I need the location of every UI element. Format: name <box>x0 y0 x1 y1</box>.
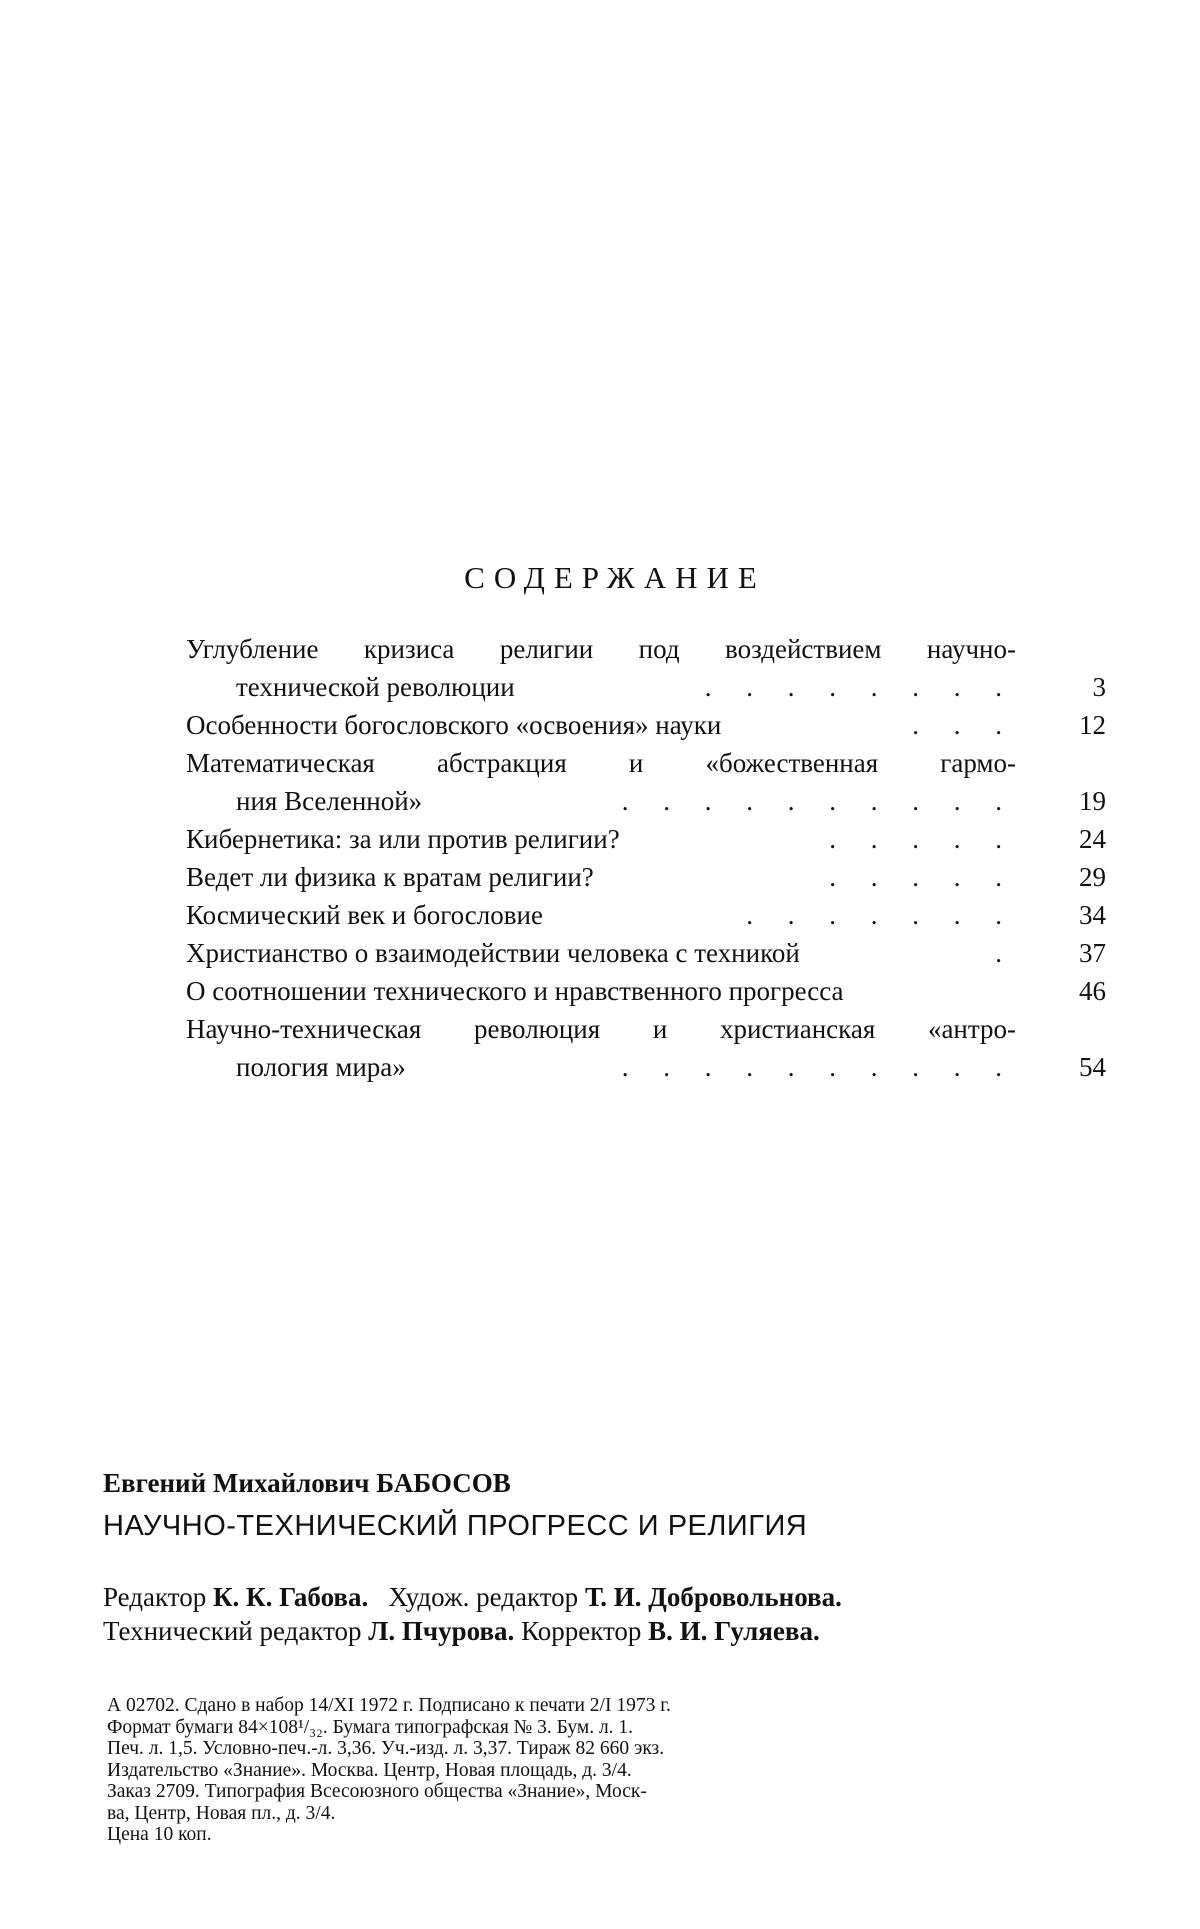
corrector-label: Корректор <box>521 1616 642 1646</box>
toc-dot-leader: . . . . . . . <box>746 900 1016 930</box>
editor-name: К. К. Габова. <box>212 1582 369 1612</box>
imprint-line: А 02702. Сдано в набор 14/XI 1972 г. Подписано к печати 2/I 1973 г. <box>107 1695 671 1716</box>
toc-page-number: 37 <box>1079 938 1106 968</box>
toc-dot-leader: . . . <box>912 710 1016 740</box>
toc-entry-line <box>186 668 1106 706</box>
toc-dot-leader: . . . . . . . . . . <box>621 786 1016 816</box>
imprint-line: ва, Центр, Новая пл., д. 3/4. <box>107 1802 336 1824</box>
art-editor-label: Худож. редактор <box>388 1582 579 1612</box>
imprint-line: Заказ 2709. Типография Всесоюзного общества «Знание», Моск- <box>107 1781 647 1802</box>
toc-entry-title: Кибернетика: за или против религии? <box>186 824 620 854</box>
toc-entry-line <box>186 934 1106 972</box>
toc-page-number: 46 <box>1079 976 1106 1006</box>
credits-line-2 <box>103 1614 842 1648</box>
tech-editor-label: Технический редактор <box>103 1616 362 1646</box>
toc-page-number: 24 <box>1079 824 1106 854</box>
imprint-line: Печ. л. 1,5. Условно-печ.-л. 3,36. Уч.-изд. л. 3,37. Тираж 82 660 экз. <box>107 1738 665 1759</box>
toc-dot-leader: . . . . . <box>829 862 1016 892</box>
credits-line-1 <box>103 1580 842 1614</box>
toc-entry-title: Математическая абстракция и «божественная гармо- <box>186 748 1016 778</box>
toc-heading: СОДЕРЖАНИЕ <box>464 560 766 595</box>
imprint-line: Издательство «Знание». Москва. Центр, Новая площадь, д. 3/4. <box>107 1759 632 1781</box>
toc-entry-line <box>186 782 1106 820</box>
toc-entry-line <box>186 972 1106 1010</box>
toc-entry-title-continued: технической революции <box>236 672 515 702</box>
toc-dot-leader: . . . . . <box>829 824 1016 854</box>
art-editor-name: Т. И. Добровольнова. <box>584 1582 842 1612</box>
toc-entry-title: Особенности богословского «освоения» науки <box>186 710 722 740</box>
toc-entry-title: Космический век и богословие <box>186 900 543 930</box>
toc-entry-line <box>186 820 1106 858</box>
tech-editor-name: Л. Пчурова. <box>368 1616 515 1646</box>
book-title: НАУЧНО-ТЕХНИЧЕСКИЙ ПРОГРЕСС И РЕЛИГИЯ <box>103 1510 808 1542</box>
imprint-line: Цена 10 коп. <box>107 1824 212 1845</box>
toc-entry-title: Ведет ли физика к вратам религии? <box>186 862 594 892</box>
toc-entry-line <box>186 896 1106 934</box>
toc-entry-line <box>186 1048 1106 1086</box>
toc-page-number: 19 <box>1079 786 1106 816</box>
toc-entry-title: Христианство о взаимодействии человека с техникой <box>186 938 800 968</box>
corrector-name: В. И. Гуляева. <box>648 1616 820 1646</box>
editor-label: Редактор <box>103 1582 207 1612</box>
toc-entry-title: Углубление кризиса религии под воздействием научно- <box>186 634 1016 664</box>
toc-page-number: 54 <box>1079 1052 1106 1082</box>
imprint-line: Формат бумаги 84×108¹/₃₂. Бумага типографская № 3. Бум. л. 1. <box>107 1716 634 1738</box>
table-of-contents <box>186 630 1106 1086</box>
credits <box>103 1580 842 1648</box>
toc-dot-leader: . . . . . . . . <box>704 672 1016 702</box>
toc-entry-title: Научно-техническая революция и христианская «антро- <box>186 1014 1016 1044</box>
imprint <box>107 1695 671 1846</box>
toc-page-number: 12 <box>1079 710 1106 740</box>
author-name: Евгений Михайлович БАБОСОВ <box>103 1468 511 1498</box>
toc-dot-leader: . . . . . . . . . . <box>621 1052 1016 1082</box>
toc-entry-line <box>186 1010 1106 1048</box>
toc-entry-line <box>186 744 1106 782</box>
toc-page-number: 29 <box>1079 862 1106 892</box>
toc-page-number: 34 <box>1079 900 1106 930</box>
toc-entry-title-continued: ния Вселенной» <box>236 786 423 816</box>
toc-entry-line <box>186 630 1106 668</box>
toc-entry-title: О соотношении технического и нравственного прогресса <box>186 976 844 1006</box>
toc-dot-leader: . <box>995 938 1016 968</box>
toc-entry-line <box>186 858 1106 896</box>
toc-page-number: 3 <box>1092 672 1106 702</box>
toc-entry-line <box>186 706 1106 744</box>
toc-entry-title-continued: пология мира» <box>236 1052 406 1082</box>
